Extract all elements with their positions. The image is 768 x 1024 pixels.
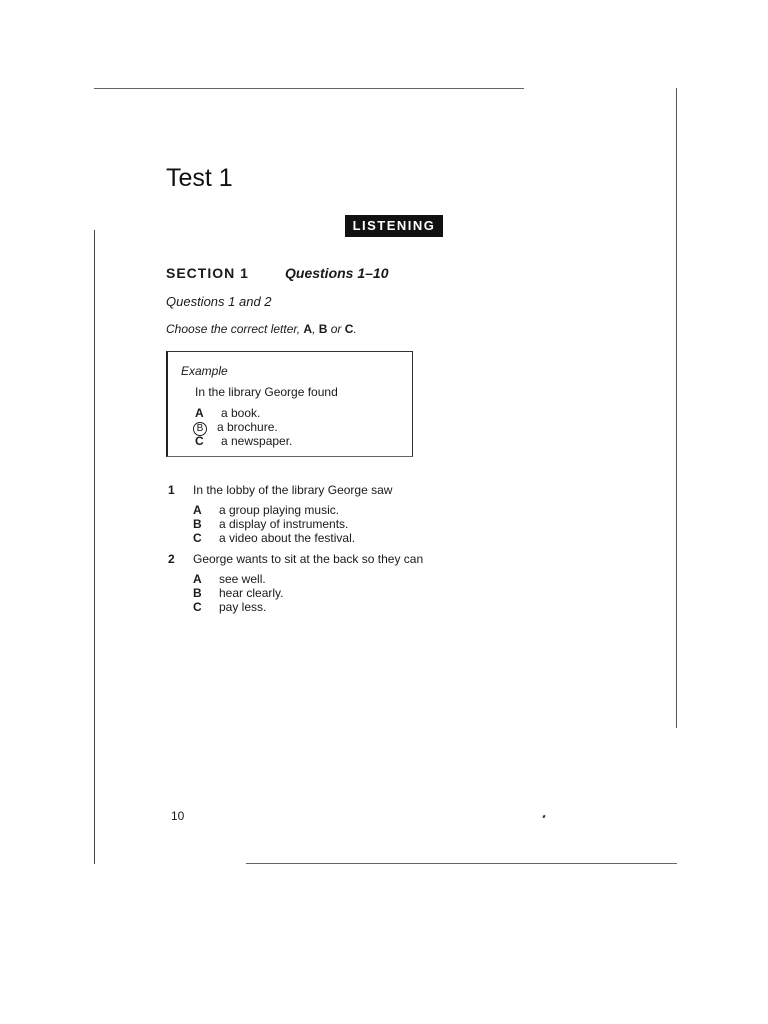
option-text: a video about the festival. xyxy=(219,531,356,545)
option-text: see well. xyxy=(219,572,266,586)
page-title: Test 1 xyxy=(166,164,233,192)
listening-banner: LISTENING xyxy=(345,215,443,237)
instruction-prefix: Choose the correct letter, xyxy=(166,322,304,336)
option-text: a group playing music. xyxy=(219,503,340,517)
instruction xyxy=(166,322,357,336)
option-text: a book. xyxy=(221,406,261,420)
option-text: a brochure. xyxy=(217,420,278,434)
option-letter: A xyxy=(193,572,202,586)
option-letter: B xyxy=(193,586,202,600)
option-text: a newspaper. xyxy=(221,434,293,448)
example-option-a xyxy=(195,406,260,420)
question-2-number: 2 xyxy=(168,552,175,566)
option-letter: C xyxy=(195,434,204,448)
circled-answer-letter: B xyxy=(193,422,207,436)
section-questions-range: Questions 1–10 xyxy=(285,265,389,281)
option-letter: C xyxy=(193,600,202,614)
section-label: SECTION 1 xyxy=(166,265,249,281)
instruction-letter-a: A xyxy=(303,322,313,336)
page-number: 10 xyxy=(171,809,185,823)
option-text: hear clearly. xyxy=(219,586,284,600)
question-1-option-b xyxy=(193,517,348,531)
example-option-c xyxy=(195,434,292,448)
scan-speck xyxy=(542,815,545,819)
question-2-option-b xyxy=(193,586,283,600)
instruction-suffix: . xyxy=(353,322,357,336)
question-2-stem: George wants to sit at the back so they can xyxy=(193,552,424,566)
example-option-b xyxy=(195,420,278,434)
instruction-letter-b: B xyxy=(318,322,328,336)
instruction-sep-1: , xyxy=(312,322,319,336)
question-2-option-c xyxy=(193,600,266,614)
questions-subheading: Questions 1 and 2 xyxy=(166,294,272,309)
top-rule xyxy=(94,88,524,89)
option-letter: A xyxy=(195,406,204,420)
question-2-option-a xyxy=(193,572,266,586)
question-1-number: 1 xyxy=(168,483,175,497)
example-stem: In the library George found xyxy=(195,385,338,399)
left-rule xyxy=(94,230,95,864)
question-1-option-a xyxy=(193,503,339,517)
option-letter: B xyxy=(193,517,202,531)
option-text: pay less. xyxy=(219,600,267,614)
example-box xyxy=(166,351,413,457)
instruction-sep-2: or xyxy=(327,322,345,336)
bottom-rule xyxy=(246,863,677,864)
question-1-stem: In the lobby of the library George saw xyxy=(193,483,393,497)
option-letter: A xyxy=(193,503,202,517)
option-letter: C xyxy=(193,531,202,545)
example-label: Example xyxy=(181,364,228,378)
option-text: a display of instruments. xyxy=(219,517,349,531)
right-rule xyxy=(676,88,677,728)
question-1-option-c xyxy=(193,531,355,545)
instruction-letter-c: C xyxy=(344,322,354,336)
